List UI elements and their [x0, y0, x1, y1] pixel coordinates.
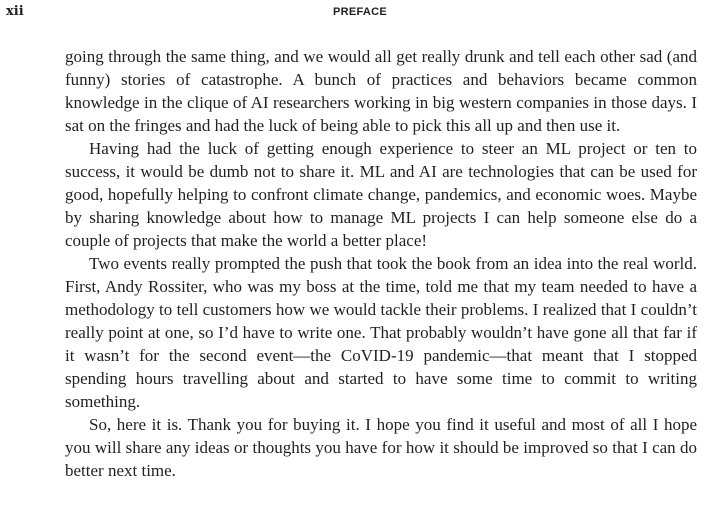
paragraph: So, here it is. Thank you for buying it. I hope you find it useful and most of all I hope you will share any ideas or thoughts you have for how it should be improved so that I can do better next time.	[65, 415, 697, 480]
paragraph: Two events really prompted the push that took the book from an idea into the real world. First, Andy Rossiter, who was my boss at the time, told me that my team needed to have a methodology to tell customers how we would tackle their problems. I realized that I couldn’t really point at one, so I’d have to write one. That probably wouldn’t have gone all that far if it wasn’t for the second event—the CoVID-19 pandemic—that meant that I stopped spending hours travelling about and started to have some time to commit to writing something.	[65, 254, 697, 411]
body-text	[65, 45, 697, 482]
paragraph: Having had the luck of getting enough experience to steer an ML project or ten to success, it would be dumb not to share it. ML and AI are technologies that can be used for good, hopefully helping to confront climate change, pandemics, and economic woes. Maybe by sharing knowledge about how to manage ML projects I can help someone else do a couple of projects that make the world a better place!	[65, 139, 697, 250]
page-number: xii	[6, 4, 24, 19]
running-head: PREFACE	[332, 6, 388, 18]
paragraph-continued: going through the same thing, and we would all get really drunk and tell each other sad (and funny) stories of catastrophe. A bunch of practices and behaviors became common knowledge in the clique of AI researchers working in big western companies in those days. I sat on the fringes and had the luck of being able to pick this all up and then use it.	[65, 47, 697, 135]
